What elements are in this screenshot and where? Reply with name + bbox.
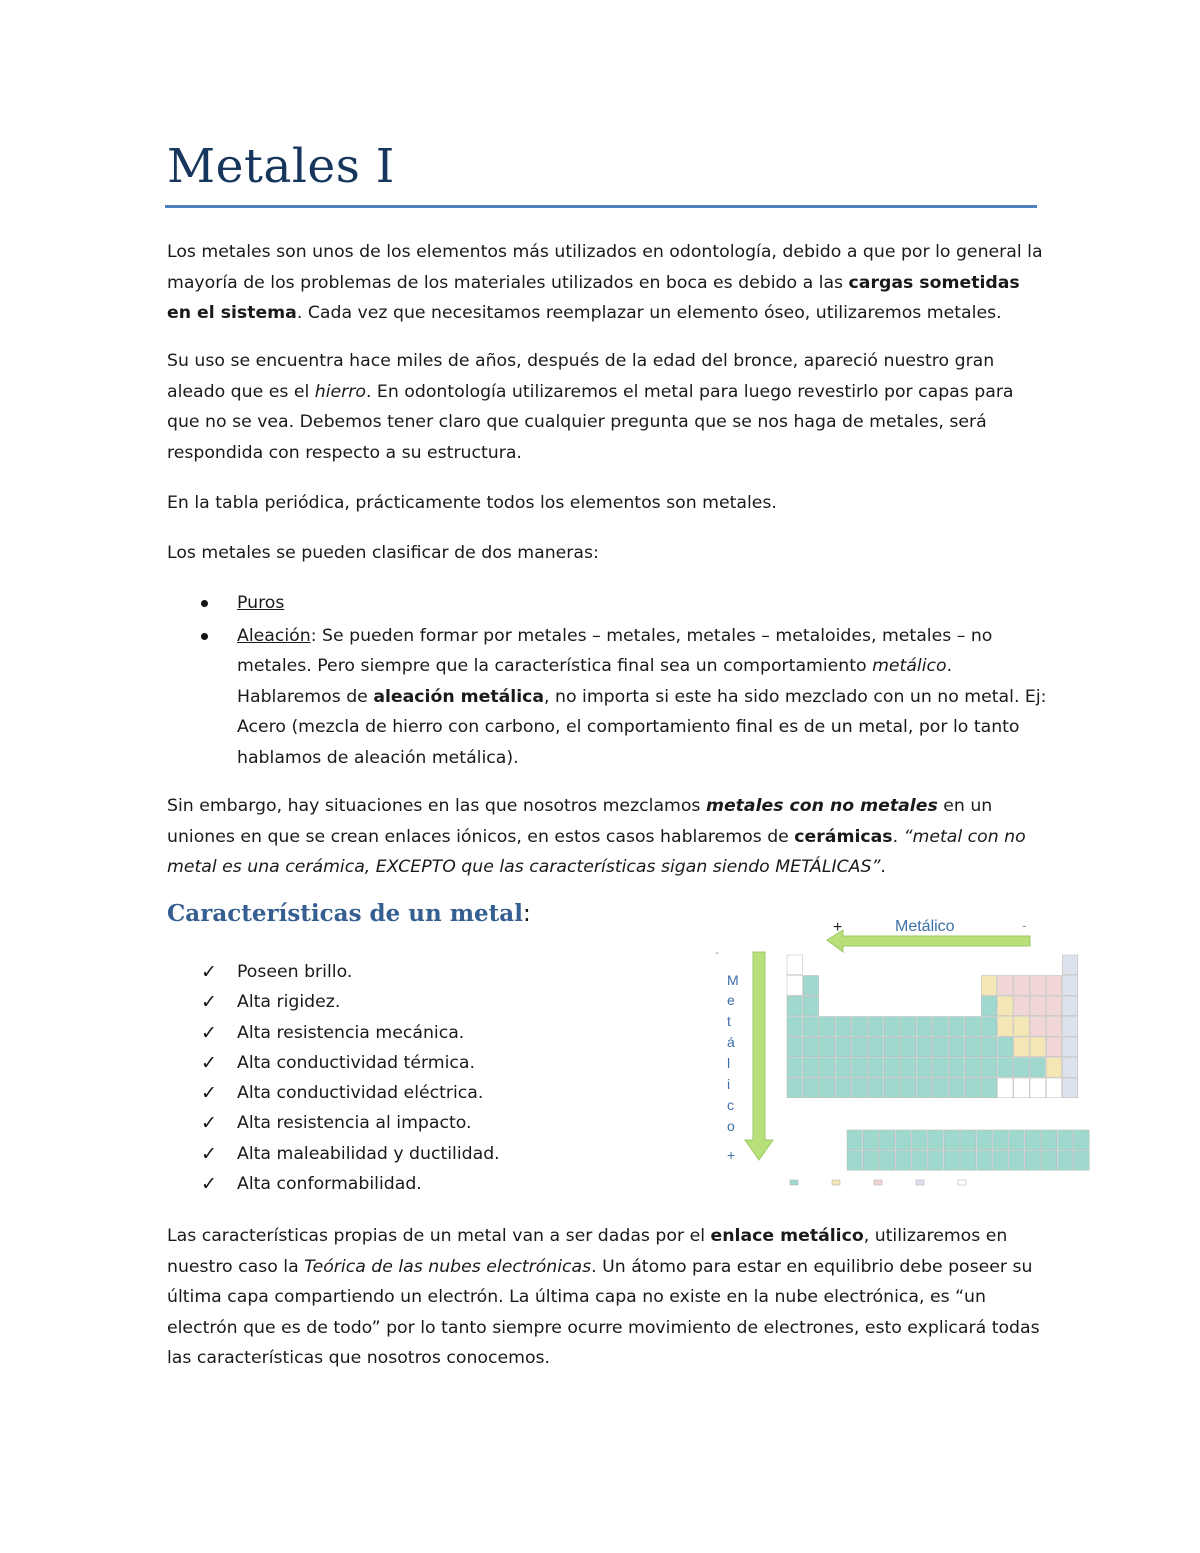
element-cell bbox=[1014, 1058, 1029, 1078]
legend-swatch bbox=[958, 1180, 966, 1185]
element-cell bbox=[1062, 1078, 1077, 1098]
element-cell bbox=[928, 1130, 943, 1150]
element-cell bbox=[819, 1058, 834, 1078]
element-cell bbox=[1030, 1078, 1045, 1098]
minus-label: - bbox=[1022, 917, 1027, 933]
element-cell bbox=[944, 1130, 959, 1150]
element-cell bbox=[896, 1151, 911, 1171]
list-item-italic: metálico bbox=[872, 656, 947, 676]
element-cell bbox=[819, 1037, 834, 1057]
list-item bbox=[167, 957, 687, 987]
list-item-text: : Se pueden formar por metales – metales, metales – metaloides, metales – no metales. Pero siempre que la característica final sea un comportamiento bbox=[237, 625, 993, 676]
element-cell bbox=[836, 1017, 851, 1037]
list-item bbox=[167, 1169, 687, 1199]
element-cell bbox=[949, 1037, 964, 1057]
element-cell bbox=[787, 955, 802, 975]
element-cell bbox=[900, 1037, 915, 1057]
periodic-table-cells bbox=[787, 955, 1089, 1170]
side-letter: t bbox=[727, 1013, 731, 1029]
element-cell bbox=[1062, 1037, 1077, 1057]
paragraph-intro-text-end: . Cada vez que necesitamos reemplazar un elemento óseo, utilizaremos metales. bbox=[296, 303, 1002, 323]
periodic-table-figure bbox=[715, 910, 1095, 1195]
element-cell bbox=[884, 1058, 899, 1078]
list-item-text: . Hablaremos de bbox=[237, 656, 953, 707]
paragraph-bond-text: Las características propias de un metal van a ser dadas por el bbox=[167, 1226, 711, 1246]
paragraph-ceramics-text: en un uniones en que se crean enlaces iónicos, en estos casos hablaremos de bbox=[167, 796, 993, 847]
element-cell bbox=[863, 1130, 878, 1150]
metalico-label: Metálico bbox=[895, 918, 955, 935]
element-cell bbox=[933, 1058, 948, 1078]
element-cell bbox=[993, 1130, 1008, 1150]
element-cell bbox=[998, 1078, 1013, 1098]
element-cell bbox=[1074, 1130, 1089, 1150]
element-cell bbox=[787, 1078, 802, 1098]
paragraph-history-text: Su uso se encuentra hace miles de años, después de la edad del bronce, apareció nuestro gran aleado que es el bbox=[167, 351, 995, 402]
list-item-label: Aleación bbox=[237, 625, 311, 646]
element-cell bbox=[847, 1151, 862, 1171]
element-cell bbox=[900, 1017, 915, 1037]
list-item-text: Alta resistencia mecánica. bbox=[237, 1022, 465, 1043]
element-cell bbox=[1046, 1078, 1061, 1098]
element-cell bbox=[896, 1130, 911, 1150]
element-cell bbox=[1058, 1151, 1073, 1171]
list-item-text: Alta conductividad térmica. bbox=[237, 1052, 475, 1073]
paragraph-ceramics-text: . bbox=[892, 826, 904, 847]
list-item-aleacion bbox=[167, 621, 1047, 774]
element-cell bbox=[1014, 1037, 1029, 1057]
element-cell bbox=[960, 1130, 975, 1150]
side-letters bbox=[727, 972, 739, 1163]
element-cell bbox=[900, 1058, 915, 1078]
element-cell bbox=[1025, 1151, 1040, 1171]
list-item-text: , no importa si este ha sido mezclado con un no metal. Ej: Acero (mezcla de hierro con carbono, el comportamiento final es de un metal, por lo tanto hablamos de aleación metálica). bbox=[237, 686, 1047, 768]
list-item-puros bbox=[167, 588, 1047, 619]
list-item bbox=[167, 1048, 687, 1078]
characteristics-list bbox=[167, 957, 687, 1199]
element-cell bbox=[965, 1037, 980, 1057]
element-cell bbox=[1041, 1151, 1056, 1171]
element-cell bbox=[1046, 1037, 1061, 1057]
paragraph-history-italic: hierro bbox=[314, 381, 366, 402]
element-cell bbox=[928, 1151, 943, 1171]
element-cell bbox=[819, 1017, 834, 1037]
side-minus-label: - bbox=[715, 945, 719, 959]
element-cell bbox=[803, 1078, 818, 1098]
list-item bbox=[167, 1139, 687, 1169]
list-item bbox=[167, 1078, 687, 1108]
element-cell bbox=[1030, 1058, 1045, 1078]
list-item-text: Alta rigidez. bbox=[237, 992, 341, 1013]
legend-swatch bbox=[874, 1180, 882, 1185]
classification-list bbox=[167, 588, 1047, 773]
element-cell bbox=[1014, 996, 1029, 1016]
section-heading-text: Características de un metal bbox=[167, 900, 523, 927]
element-cell bbox=[949, 1078, 964, 1098]
checkmark-icon: ✓ bbox=[201, 1142, 217, 1165]
page-title: Metales I bbox=[167, 139, 395, 194]
paragraph-bond-bold: enlace metálico bbox=[710, 1226, 864, 1246]
element-cell bbox=[819, 1078, 834, 1098]
element-cell bbox=[1046, 1058, 1061, 1078]
element-cell bbox=[965, 1078, 980, 1098]
element-cell bbox=[852, 1017, 867, 1037]
legend-swatch bbox=[832, 1180, 840, 1185]
element-cell bbox=[944, 1151, 959, 1171]
element-cell bbox=[933, 1037, 948, 1057]
element-cell bbox=[1030, 996, 1045, 1016]
paragraph-ceramics-quote: “metal con no metal es una cerámica, EXCEPTO que las características sigan siendo METÁLICAS” bbox=[167, 826, 1026, 877]
element-cell bbox=[1009, 1130, 1024, 1150]
side-plus-label: + bbox=[727, 1147, 736, 1163]
element-cell bbox=[1014, 1017, 1029, 1037]
paragraph-history bbox=[167, 346, 1047, 468]
checkmark-icon: ✓ bbox=[201, 961, 217, 983]
paragraph-bond-italic: Teórica de las nubes electrónicas bbox=[304, 1256, 592, 1277]
element-cell bbox=[1062, 996, 1077, 1016]
element-cell bbox=[1041, 1130, 1056, 1150]
element-cell bbox=[852, 1058, 867, 1078]
element-cell bbox=[1030, 976, 1045, 996]
side-letter: e bbox=[727, 992, 735, 1008]
list-item bbox=[167, 1018, 687, 1048]
element-cell bbox=[787, 1017, 802, 1037]
element-cell bbox=[1009, 1151, 1024, 1171]
element-cell bbox=[900, 1078, 915, 1098]
list-item-text: Alta conductividad eléctrica. bbox=[237, 1083, 484, 1104]
checkmark-icon: ✓ bbox=[201, 1112, 217, 1135]
element-cell bbox=[933, 1017, 948, 1037]
paragraph-metallic-bond bbox=[167, 1221, 1047, 1374]
plus-label: + bbox=[833, 919, 843, 936]
element-cell bbox=[1074, 1151, 1089, 1171]
title-underline-rule bbox=[165, 205, 1037, 208]
element-cell bbox=[884, 1037, 899, 1057]
element-cell bbox=[981, 1058, 996, 1078]
legend-swatch bbox=[790, 1180, 798, 1185]
element-cell bbox=[1062, 1017, 1077, 1037]
element-cell bbox=[803, 996, 818, 1016]
paragraph-ceramics-text: Sin embargo, hay situaciones en las que nosotros mezclamos bbox=[167, 796, 706, 816]
element-cell bbox=[1030, 1017, 1045, 1037]
element-cell bbox=[981, 976, 996, 996]
element-cell bbox=[1014, 1078, 1029, 1098]
periodic-table-legend bbox=[790, 1180, 966, 1185]
checkmark-icon: ✓ bbox=[201, 1021, 217, 1044]
element-cell bbox=[787, 996, 802, 1016]
paragraph-periodic-table: En la tabla periódica, prácticamente todos los elementos son metales. bbox=[167, 493, 777, 513]
element-cell bbox=[787, 1037, 802, 1057]
element-cell bbox=[933, 1078, 948, 1098]
list-item-text: Poseen brillo. bbox=[237, 962, 353, 982]
paragraph-bond-text: , utilizaremos en nuestro caso la bbox=[167, 1226, 1008, 1277]
element-cell bbox=[1046, 1017, 1061, 1037]
element-cell bbox=[977, 1130, 992, 1150]
element-cell bbox=[863, 1151, 878, 1171]
section-heading bbox=[167, 900, 531, 927]
element-cell bbox=[787, 976, 802, 996]
element-cell bbox=[1058, 1130, 1073, 1150]
element-cell bbox=[917, 1017, 932, 1037]
section-heading-colon: : bbox=[522, 901, 531, 927]
side-letter: c bbox=[727, 1097, 734, 1113]
element-cell bbox=[1062, 976, 1077, 996]
side-letter: á bbox=[727, 1034, 735, 1050]
element-cell bbox=[879, 1151, 894, 1171]
element-cell bbox=[917, 1058, 932, 1078]
element-cell bbox=[868, 1017, 883, 1037]
element-cell bbox=[949, 1058, 964, 1078]
paragraph-intro-bold: cargas sometidas en el sistema bbox=[167, 272, 1020, 323]
paragraph-intro bbox=[167, 237, 1047, 329]
element-cell bbox=[884, 1078, 899, 1098]
list-item bbox=[167, 987, 687, 1017]
element-cell bbox=[868, 1037, 883, 1057]
element-cell bbox=[852, 1078, 867, 1098]
element-cell bbox=[803, 1058, 818, 1078]
element-cell bbox=[879, 1130, 894, 1150]
element-cell bbox=[998, 996, 1013, 1016]
side-letter: l bbox=[727, 1055, 731, 1071]
element-cell bbox=[1025, 1130, 1040, 1150]
element-cell bbox=[836, 1058, 851, 1078]
paragraph-classification: Los metales se pueden clasificar de dos maneras: bbox=[167, 543, 599, 563]
element-cell bbox=[1030, 1037, 1045, 1057]
element-cell bbox=[803, 976, 818, 996]
list-item-label: Puros bbox=[237, 593, 285, 613]
element-cell bbox=[998, 1037, 1013, 1057]
paragraph-ceramics-bold-italic: metales con no metales bbox=[705, 796, 938, 816]
element-cell bbox=[981, 1037, 996, 1057]
element-cell bbox=[1046, 996, 1061, 1016]
element-cell bbox=[868, 1058, 883, 1078]
element-cell bbox=[803, 1017, 818, 1037]
element-cell bbox=[1062, 955, 1077, 975]
list-item-text: Alta maleabilidad y ductilidad. bbox=[237, 1143, 500, 1164]
paragraph-ceramics bbox=[167, 791, 1047, 883]
side-letter: M bbox=[727, 972, 739, 988]
element-cell bbox=[1062, 1058, 1077, 1078]
element-cell bbox=[998, 1058, 1013, 1078]
paragraph-bond-text-end: . Un átomo para estar en equilibrio debe poseer su última capa compartiendo un electrón. La última capa no existe en la nube electrónica, es “un electrón que es de todo” por lo tanto siempre ocurre movimiento de electrones, esto explicará todas las características que nosotros conocemos. bbox=[167, 1256, 1040, 1368]
bullet-icon bbox=[201, 600, 208, 607]
element-cell bbox=[1014, 976, 1029, 996]
element-cell bbox=[949, 1017, 964, 1037]
element-cell bbox=[998, 976, 1013, 996]
element-cell bbox=[884, 1017, 899, 1037]
element-cell bbox=[803, 1037, 818, 1057]
periodic-table-image bbox=[715, 910, 1095, 1195]
element-cell bbox=[836, 1037, 851, 1057]
element-cell bbox=[912, 1130, 927, 1150]
checkmark-icon: ✓ bbox=[201, 1082, 217, 1105]
element-cell bbox=[917, 1037, 932, 1057]
list-item bbox=[167, 1108, 687, 1138]
element-cell bbox=[965, 1017, 980, 1037]
checkmark-icon: ✓ bbox=[201, 1173, 217, 1196]
element-cell bbox=[787, 1058, 802, 1078]
element-cell bbox=[868, 1078, 883, 1098]
element-cell bbox=[960, 1151, 975, 1171]
bullet-icon bbox=[201, 633, 208, 640]
element-cell bbox=[981, 1078, 996, 1098]
element-cell bbox=[847, 1130, 862, 1150]
element-cell bbox=[1046, 976, 1061, 996]
side-letter: o bbox=[727, 1118, 735, 1134]
side-letter: i bbox=[727, 1076, 731, 1092]
element-cell bbox=[965, 1058, 980, 1078]
list-item-bold: aleación metálica bbox=[373, 686, 545, 707]
element-cell bbox=[993, 1151, 1008, 1171]
checkmark-icon: ✓ bbox=[201, 1051, 217, 1074]
element-cell bbox=[912, 1151, 927, 1171]
element-cell bbox=[917, 1078, 932, 1098]
vertical-arrow bbox=[745, 952, 773, 1160]
element-cell bbox=[836, 1078, 851, 1098]
legend-swatch bbox=[916, 1180, 924, 1185]
list-item-text: Alta resistencia al impacto. bbox=[237, 1113, 472, 1134]
element-cell bbox=[981, 996, 996, 1016]
paragraph-ceramics-bold: cerámicas bbox=[794, 826, 893, 847]
paragraph-history-text-end: . En odontología utilizaremos el metal para luego revestirlo por capas para que no se vea. Debemos tener claro que cualquier pregunta que se nos haga de metales, será respondida con respecto a su estructura. bbox=[167, 381, 1014, 463]
checkmark-icon: ✓ bbox=[201, 991, 217, 1014]
element-cell bbox=[998, 1017, 1013, 1037]
element-cell bbox=[852, 1037, 867, 1057]
list-item-text: Alta conformabilidad. bbox=[237, 1174, 422, 1195]
element-cell bbox=[981, 1017, 996, 1037]
element-cell bbox=[977, 1151, 992, 1171]
paragraph-intro-text: Los metales son unos de los elementos más utilizados en odontología, debido a que por lo general la mayoría de los problemas de los materiales utilizados en boca es debido a las bbox=[167, 242, 1043, 293]
paragraph-ceramics-text-end: . bbox=[880, 857, 886, 877]
